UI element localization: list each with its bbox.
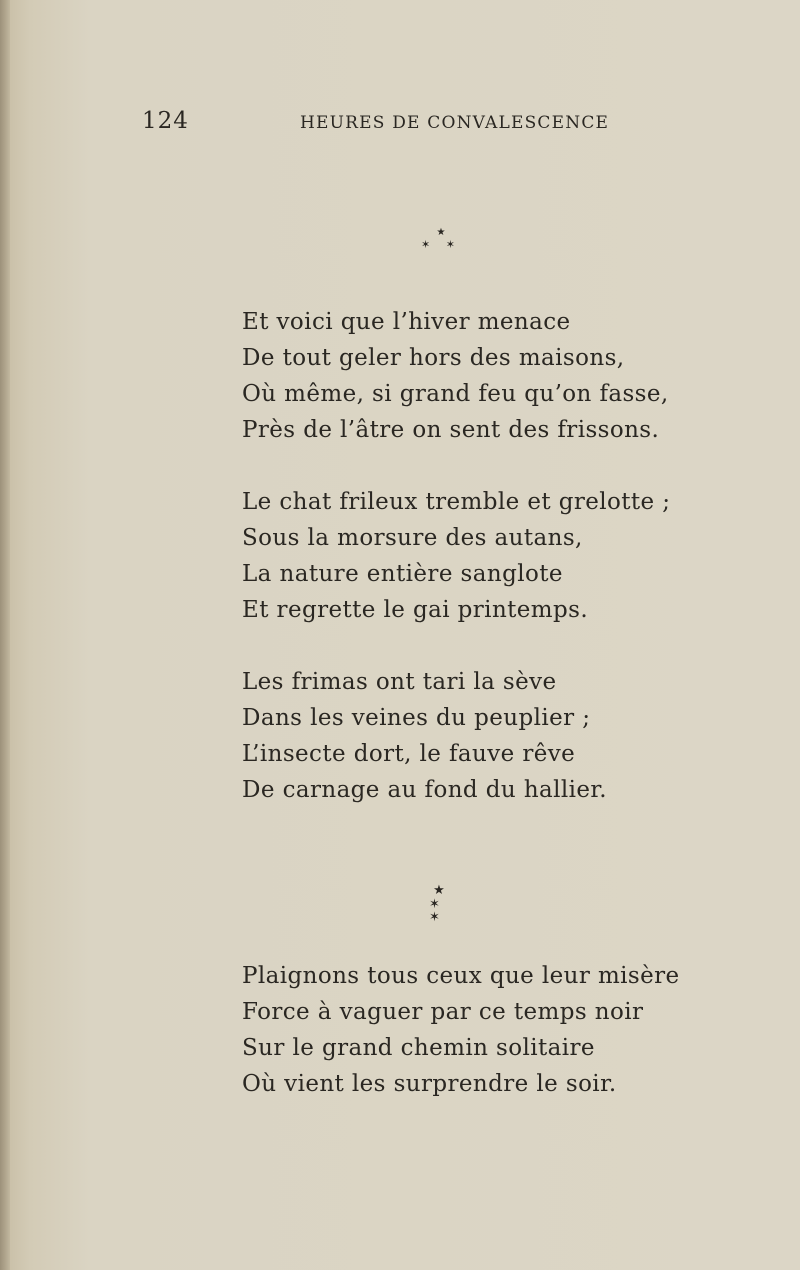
poem-line: Et voici que l’hiver menace xyxy=(242,309,571,335)
poem-line: Où même, si grand feu qu’on fasse, xyxy=(242,381,669,407)
poem-line: De carnage au fond du hallier. xyxy=(242,777,607,803)
asterism-star-top: ★ xyxy=(436,227,446,238)
asterism-stars-bottom: ✶ ✶ xyxy=(429,897,449,925)
poem-line: L’insecte dort, le fauve rêve xyxy=(242,741,576,767)
poem-line: Où vient les surprendre le soir. xyxy=(242,1071,617,1097)
poem-line: Force à vaguer par ce temps noir xyxy=(242,999,644,1025)
asterism-star-top: ★ xyxy=(433,883,445,898)
poem-line: De tout geler hors des maisons, xyxy=(242,345,625,371)
running-title: HEURES DE CONVALESCENCE xyxy=(300,113,610,133)
poem-line: Le chat frileux tremble et grelotte ; xyxy=(242,489,671,515)
poem-line: La nature entière sanglote xyxy=(242,561,563,587)
poem-line: Dans les veines du peuplier ; xyxy=(242,705,591,731)
poem-line: Près de l’âtre on sent des frissons. xyxy=(242,417,660,443)
poem-line: Et regrette le gai printemps. xyxy=(242,597,589,623)
poem-line: Les frimas ont tari la sève xyxy=(242,669,557,695)
binding-edge-shadow xyxy=(0,0,10,1270)
poem-line: Plaignons tous ceux que leur misère xyxy=(242,963,680,989)
section-break-asterism xyxy=(419,884,459,924)
page-number: 124 xyxy=(142,108,189,134)
section-break-asterism xyxy=(421,228,461,250)
asterism-stars-bottom: ✶ ✶ xyxy=(421,238,461,251)
poem-line: Sous la morsure des autans, xyxy=(242,525,583,551)
poem-line: Sur le grand chemin solitaire xyxy=(242,1035,595,1061)
